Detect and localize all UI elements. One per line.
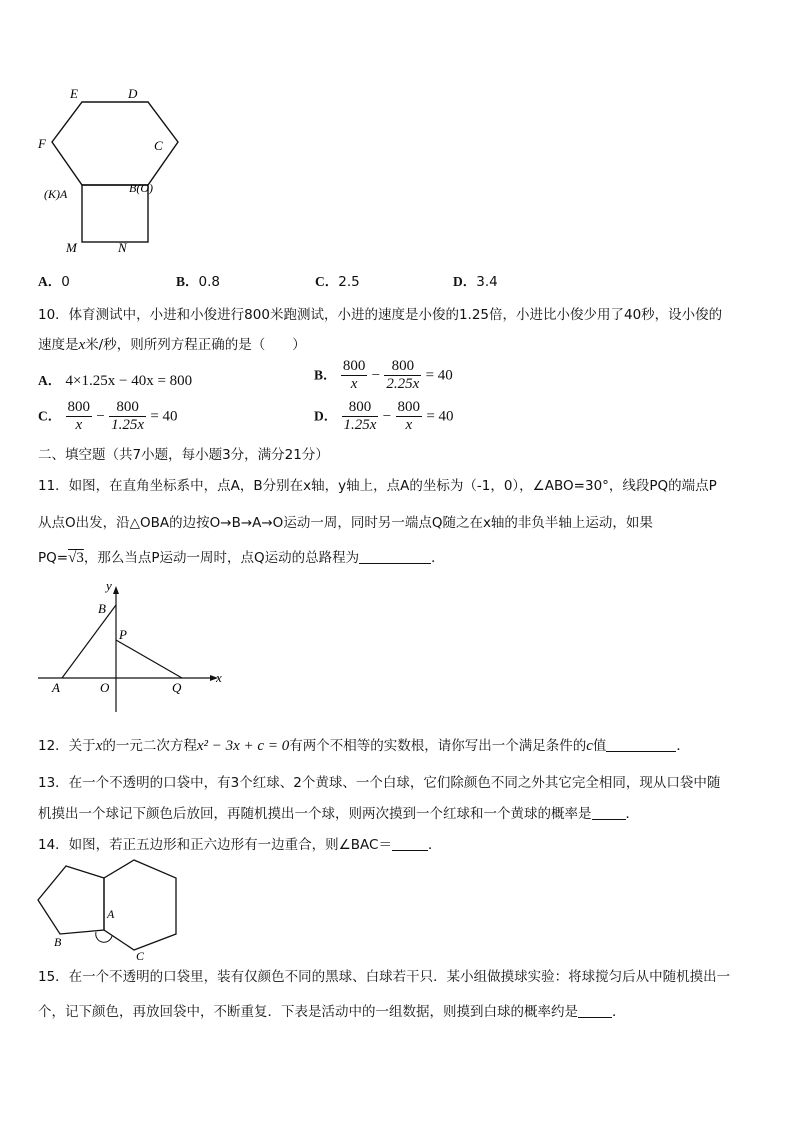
- label-y: y: [106, 578, 112, 593]
- q9-option-c: C．2.5: [315, 274, 360, 290]
- answer-blank: [359, 549, 431, 564]
- label-E: E: [70, 86, 78, 101]
- q9-option-a: A．0: [38, 274, 70, 290]
- label-A: A: [107, 907, 115, 921]
- label-A: A: [52, 680, 60, 695]
- hexagon: [104, 860, 176, 950]
- q9-option-d: D．3.4: [453, 274, 498, 290]
- q10-line2: 速度是x米/秒，则所列方程正确的是（ ）: [38, 337, 306, 353]
- answer-blank: [392, 836, 428, 851]
- q11-line2: 从点O出发，沿△OBA的边按O→B→A→O运动一周，同时另一端点Q随之在x轴的非负半轴上运动，如果: [38, 515, 653, 531]
- q11-figure: [36, 578, 236, 718]
- q9-option-b: B．0.8: [176, 274, 220, 290]
- label-B: B: [54, 935, 62, 949]
- q15-line2: 个，记下颜色，再放回袋中，不断重复．下表是活动中的一组数据，则摸到白球的概率约是 ．: [38, 1004, 626, 1020]
- segment-ab: [62, 605, 116, 678]
- segment-pq: [116, 640, 182, 678]
- q10-option-c: C． $\frac{800}{x}$ − $\frac{800}{1.25x}$ = 40: [38, 399, 178, 433]
- label-B: B(O): [129, 181, 153, 195]
- q10-line1: 10．体育测试中，小进和小俊进行800米跑测试，小进的速度是小俊的1.25倍，小进比小俊少用了40秒，设小俊的: [38, 307, 723, 323]
- q13-line1: 13．在一个不透明的口袋中，有3个红球、2个黄球、一个白球，它们除颜色不同之外其它完全相同，现从口袋中随: [38, 775, 721, 791]
- section-heading: 二、填空题（共7小题，每小题3分，满分21分）: [38, 447, 329, 463]
- y-axis-arrow: [113, 586, 119, 594]
- label-M: M: [66, 240, 77, 255]
- label-P: P: [119, 627, 127, 642]
- label-x: x: [216, 670, 222, 685]
- q12-line: 12．关于x的一元二次方程x² − 3x + c = 0有两个不相等的实数根，请你写出一个满足条件的c值 ．: [38, 738, 690, 754]
- label-O: O: [100, 680, 110, 695]
- label-A: (K)A: [44, 187, 68, 201]
- q13-line2: 机摸出一个球记下颜色后放回，再随机摸出一个球，则两次摸到一个红球和一个黄球的概率是 ．: [38, 806, 639, 822]
- pentagon: [38, 866, 104, 934]
- label-D: D: [128, 86, 138, 101]
- q10-option-a: A． 4×1.25x − 40x = 800: [38, 373, 193, 389]
- q11-line3: PQ=√3，那么当点P运动一周时，点Q运动的总路程为 ．: [38, 550, 445, 566]
- q11-line1: 11．如图，在直角坐标系中，点A，B分别在x轴，y轴上，点A的坐标为（-1，0），∠ABO=30°，线段PQ的端点P: [38, 478, 717, 494]
- answer-blank: [592, 805, 626, 820]
- q10-option-b: B． $\frac{800}{x}$ − $\frac{800}{2.25x}$ = 40: [314, 358, 453, 392]
- q15-line1: 15．在一个不透明的口袋里，装有仅颜色不同的黑球、白球若干只．某小组做摸球实验：将球搅匀后从中随机摸出一: [38, 969, 731, 985]
- answer-blank: [578, 1003, 612, 1018]
- q14-line: 14．如图，若正五边形和正六边形有一边重合，则∠BAC＝ ．: [38, 837, 442, 853]
- answer-blank: [606, 737, 676, 752]
- q9-figure: [30, 80, 190, 260]
- label-C: C: [136, 949, 145, 962]
- label-Q: Q: [172, 680, 182, 695]
- label-B: B: [98, 601, 106, 616]
- label-C: C: [154, 138, 163, 153]
- q10-option-d: D． $\frac{800}{1.25x}$ − $\frac{800}{x}$ = 40: [314, 399, 454, 433]
- q14-figure: [34, 856, 194, 962]
- label-N: N: [118, 240, 127, 255]
- label-F: F: [38, 136, 46, 151]
